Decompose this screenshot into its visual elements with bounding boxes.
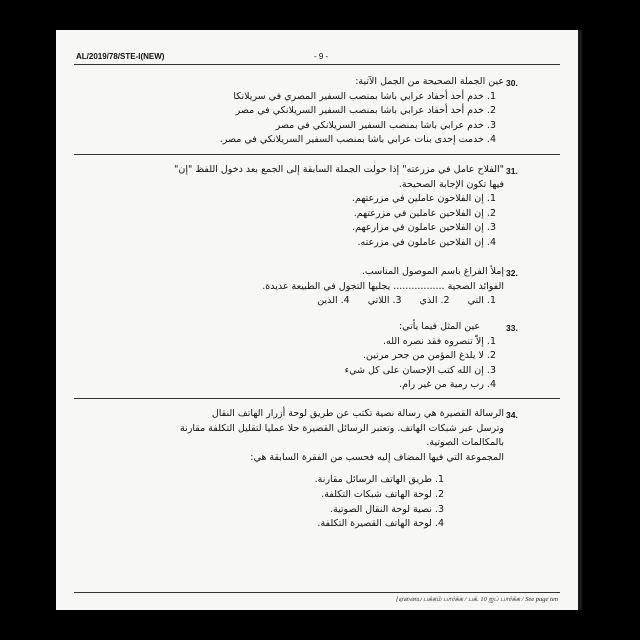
question-34-passage-2: وترسل عبر شبكات الهاتف. وتعتبر الرسائل القصيرة حلا عمليا لتقليل التكلفة مقارنة <box>180 422 504 434</box>
question-32-options <box>94 294 504 309</box>
question-34-passage-3: بالمكالمات الصوتية. <box>426 437 504 449</box>
page-number: - 9 - <box>314 52 329 61</box>
question-33 <box>94 320 504 393</box>
footer-see-page-ten: [ஏனைய பக்கம் பார்க்க / பக். 10 ஐப் பார்க்க / See page ten <box>395 596 558 603</box>
question-34-option-4: 4. لوحة الهاتف القصيرة التكلفة. <box>317 518 444 530</box>
question-31-option-3: 3. إن الفلاحين عاملون في مزارعهم. <box>352 222 496 234</box>
question-34-option-2: 2. لوحة الهاتف شبكات التكلفة. <box>321 488 444 500</box>
question-32-option-3: 3. اللاتي <box>367 295 402 307</box>
question-32-option-4: 4. الذين <box>317 295 350 307</box>
question-33-option-2: 2. لا يلدغ المؤمن من جحر مرتين. <box>363 350 496 362</box>
question-32-option-2: 2. الذي <box>419 295 450 307</box>
question-34-passage-1: الرسالة القصيرة هي رسالة نصية تكتب عن طريق لوحة أزرار الهاتف النقال <box>211 408 504 419</box>
divider-33-34 <box>74 398 560 399</box>
question-30-stem: عين الجملة الصحيحة من الجمل الآتية: <box>355 76 504 87</box>
question-32 <box>94 265 504 309</box>
question-33-stem: عين المثل فيما يأتي: <box>398 321 480 332</box>
question-31-number: 31. <box>506 166 518 176</box>
question-34-stem: المجموعة التي فيها المضاف إليه فحسب من الفقرة السابقة هي: <box>250 451 504 463</box>
question-30-option-3: 3. خدم عرابي باشا بمنصب السفير السريلانكي في مصر <box>275 119 496 131</box>
question-33-option-3: 3. إن الله كتب الإحسان على كل شيء <box>344 364 496 376</box>
divider-30-31 <box>74 154 560 155</box>
question-32-stem-1: إملأ الفراغ باسم الموصول المناسب. <box>361 266 504 277</box>
question-32-option-1: 1. التي <box>467 295 496 307</box>
question-33-option-4: 4. رب رمية من غير رام. <box>399 379 496 391</box>
question-31-stem-2: فيها تكون الإجابة الصحيحة. <box>398 178 504 190</box>
question-34-option-1: 1. طريق الهاتف الرسائل مقارنة. <box>314 474 444 486</box>
footer-divider <box>74 592 560 593</box>
paper-code: AL/2019/78/STE-I(NEW) <box>76 52 165 61</box>
question-33-option-1: 1. إلاّ تنصروه فقد نصره الله. <box>382 335 496 347</box>
question-34-number: 34. <box>506 410 518 420</box>
question-34-spacer <box>94 465 504 473</box>
question-33-number: 33. <box>506 323 518 333</box>
question-31-option-1: 1. إن الفلاحون عاملين في مزرعتهم. <box>351 193 496 205</box>
header-divider <box>74 64 560 65</box>
question-31-stem-1: "الفلاح عامل في مزرعته" إذا حولت الجملة السابقة إلى الجمع بعد دخول اللفظ "إن" <box>174 164 504 175</box>
question-34 <box>94 407 504 532</box>
question-34-option-3: 3. نصية لوحة النقال الصوتية. <box>329 503 444 515</box>
question-30-option-2: 2. خدم أحد أحفاد عرابي باشا بمنصب السفير السريلانكي في مصر <box>235 105 496 117</box>
question-30-option-4: 4. خدمت إحدى بنات عرابي باشا بمنصب السفير السريلانكي في مصر. <box>219 134 496 146</box>
question-32-stem-2: الفوائد الصحية ................. يجلبها التجول في الطبيعة عديدة. <box>262 280 504 292</box>
question-31-option-4: 4. إن الفلاحين عاملون في مزرعته. <box>357 236 496 248</box>
question-30-option-1: 1. خدم أحد أحفاد عرابي باشا بمنصب السفير المصري في سريلانكا <box>233 90 496 102</box>
question-30-number: 30. <box>506 78 518 88</box>
exam-page <box>56 30 582 610</box>
question-31 <box>94 163 504 251</box>
question-30 <box>94 75 504 148</box>
question-31-option-2: 2. إن الفلاحين عاملين في مزرعتهم. <box>353 207 496 219</box>
question-32-number: 32. <box>506 268 518 278</box>
